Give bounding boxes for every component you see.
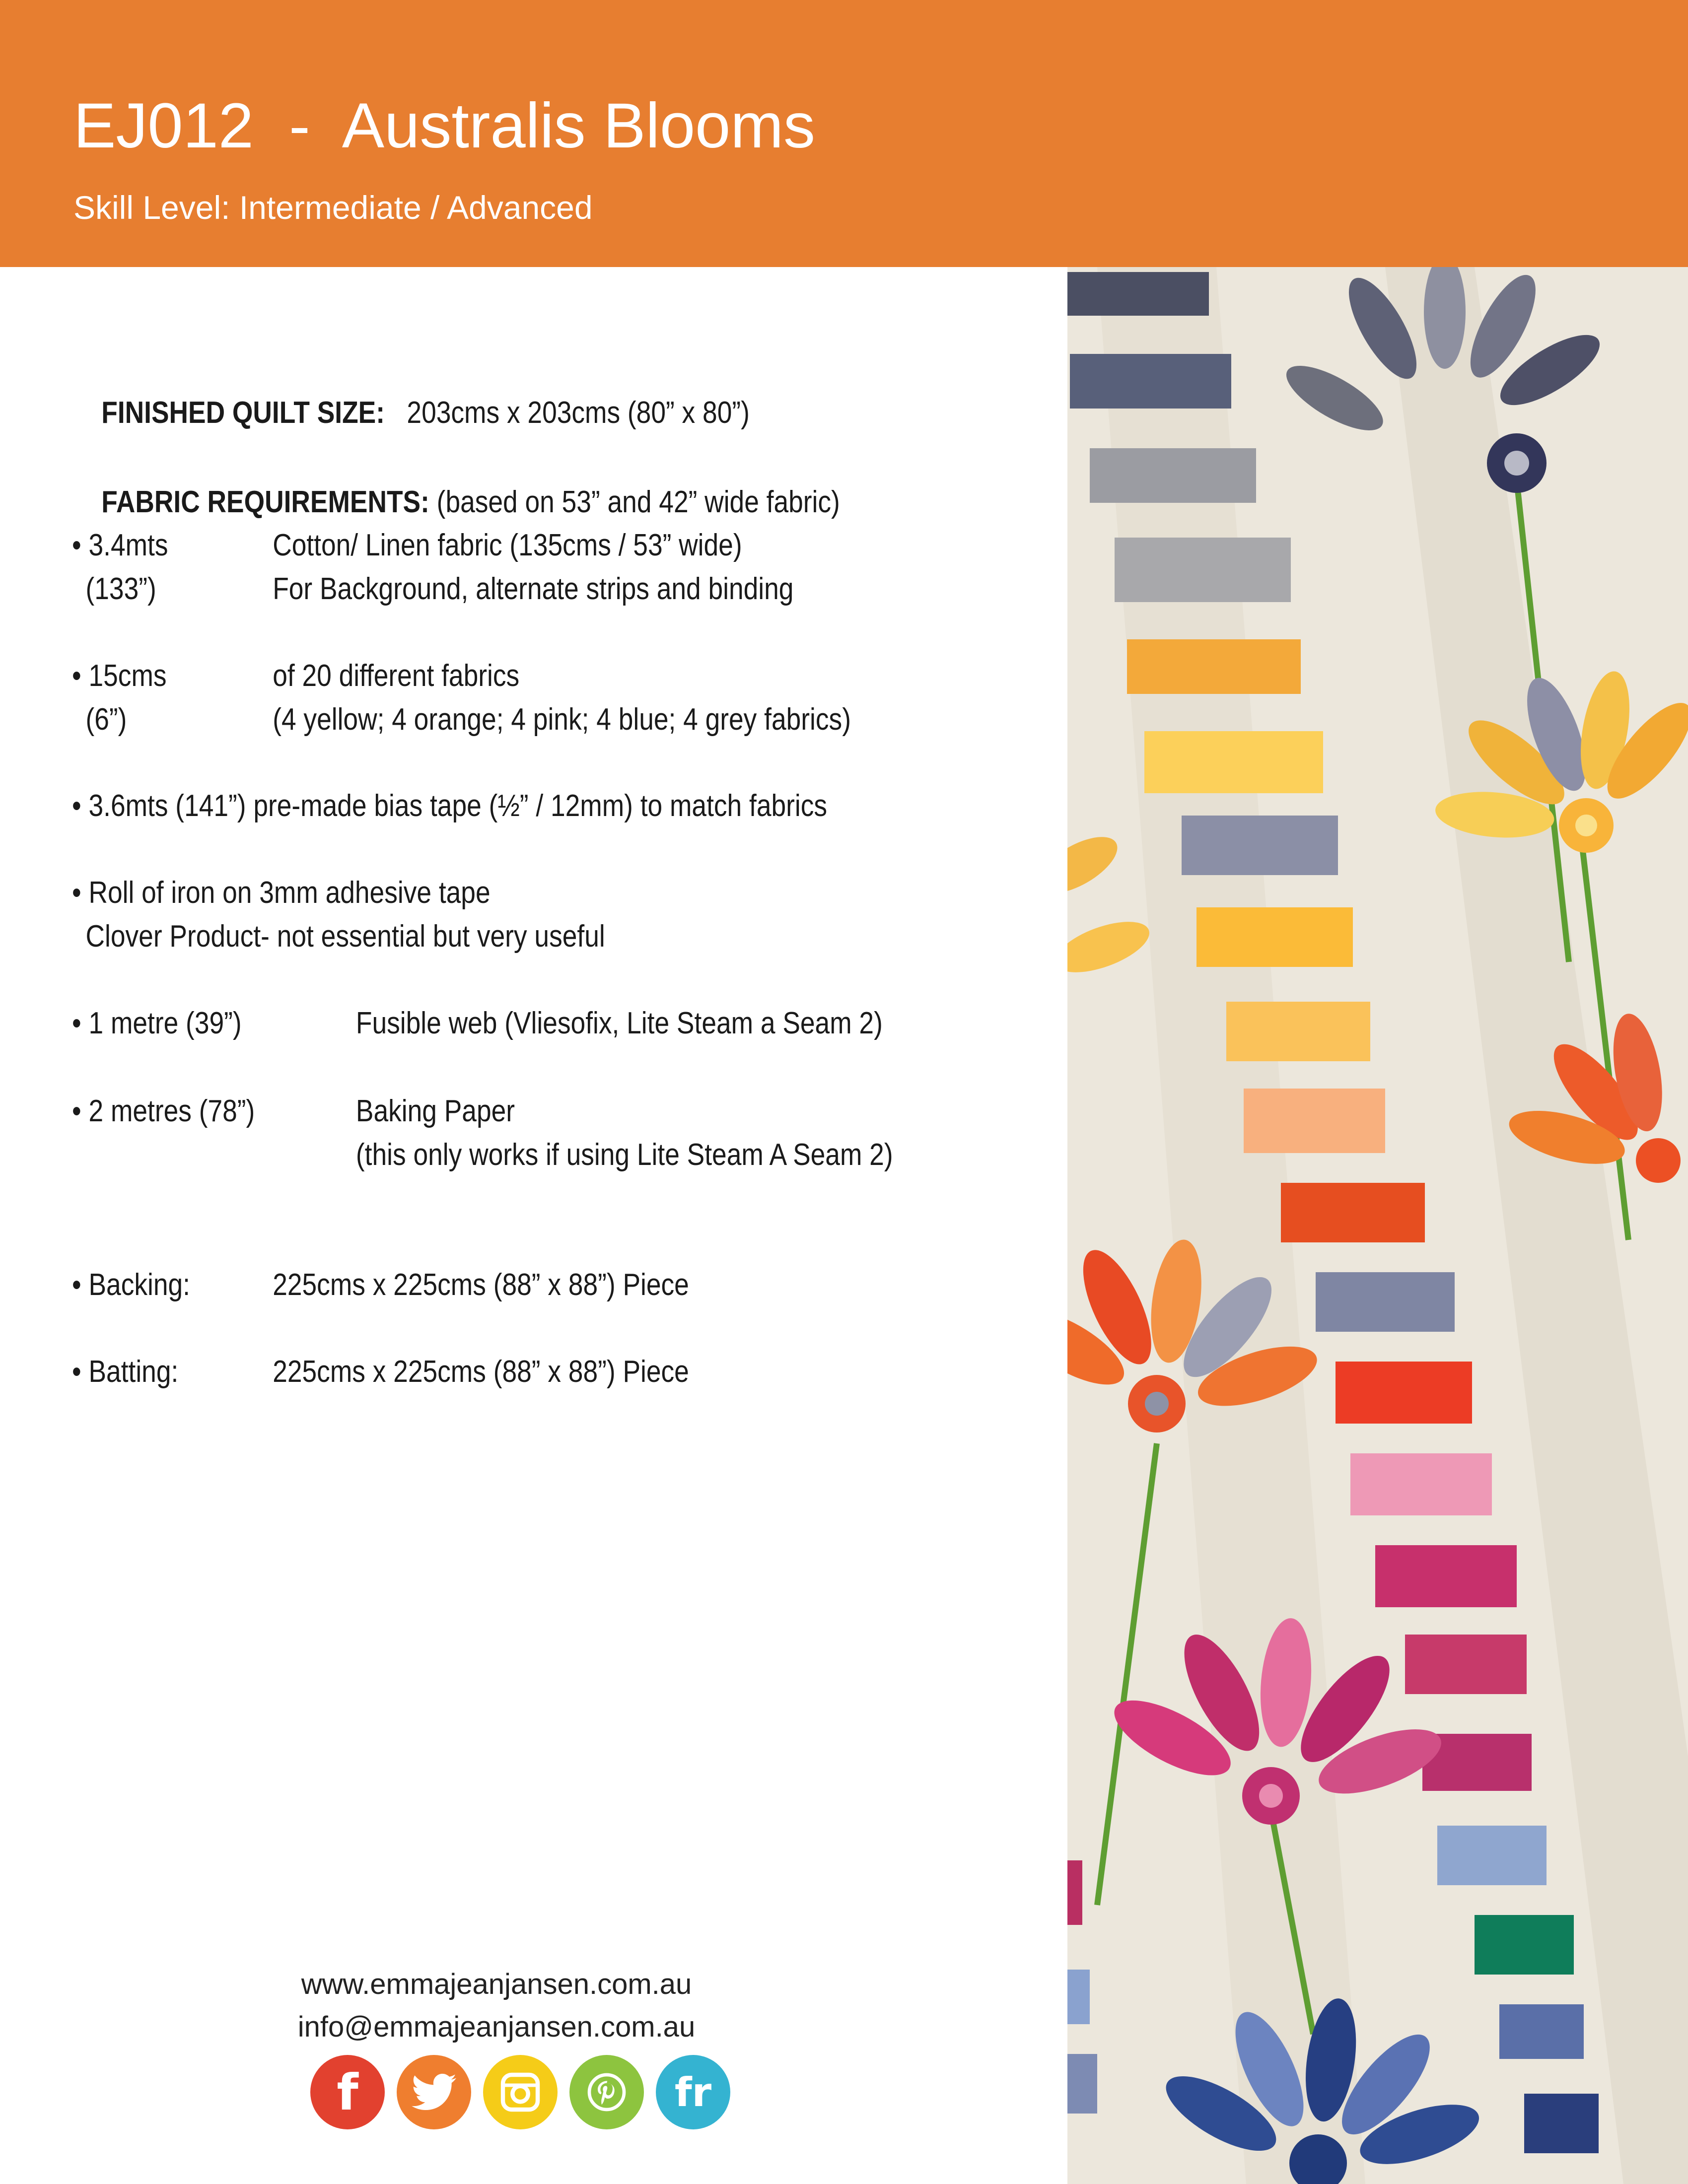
- flickr-icon[interactable]: fr: [656, 2055, 730, 2129]
- instagram-icon[interactable]: [483, 2055, 558, 2129]
- item-6-desc: Baking Paper: [355, 1094, 515, 1128]
- item-8-desc: 225cms x 225cms (88” x 88”) Piece: [273, 1355, 689, 1389]
- item-2-desc-2: (4 yellow; 4 orange; 4 pink; 4 blue; 4 grey fabrics): [273, 702, 851, 737]
- finished-size-value: 203cms x 203cms (80” x 80”): [407, 396, 750, 430]
- social-icons: [310, 2055, 737, 2134]
- skill-level: Skill Level: Intermediate / Advanced: [73, 189, 593, 226]
- item-1-desc-2: For Background, alternate strips and binding: [273, 572, 794, 606]
- item-1-desc: Cotton/ Linen fabric (135cms / 53” wide): [273, 528, 742, 562]
- pattern-title: EJ012 - Australis Blooms: [73, 90, 815, 161]
- fabric-requirements-note: (based on 53” and 42” wide fabric): [436, 485, 840, 519]
- fabric-requirements-label: FABRIC REQUIREMENTS:: [101, 485, 429, 519]
- item-6-desc-2: (this only works if using Lite Steam A Seam 2): [355, 1138, 893, 1172]
- item-4-note: Clover Product- not essential but very useful: [85, 919, 605, 954]
- email-link[interactable]: info@emmajeanjansen.com.au: [297, 2011, 696, 2043]
- pinterest-icon[interactable]: [569, 2055, 644, 2129]
- item-5-qty: • 1 metre (39”): [72, 1006, 242, 1040]
- item-7-desc: 225cms x 225cms (88” x 88”) Piece: [273, 1268, 689, 1302]
- item-2-qty: • 15cms: [72, 659, 167, 693]
- quilt-illustration: [1067, 267, 1688, 2184]
- finished-size-label: FINISHED QUILT SIZE:: [101, 396, 385, 430]
- website-link[interactable]: www.emmajeanjansen.com.au: [301, 1968, 692, 2000]
- item-1-qty-imperial: (133”): [85, 572, 156, 606]
- item-3: • 3.6mts (141”) pre-made bias tape (½” / 12mm) to match fabrics: [72, 789, 828, 823]
- item-2-desc: of 20 different fabrics: [273, 659, 520, 693]
- item-6-qty: • 2 metres (78”): [72, 1094, 255, 1128]
- twitter-icon[interactable]: [397, 2055, 471, 2129]
- item-4: • Roll of iron on 3mm adhesive tape: [72, 876, 491, 910]
- item-2-qty-imperial: (6”): [85, 702, 127, 737]
- quilt-photo: [1067, 267, 1688, 2184]
- facebook-icon[interactable]: f: [310, 2055, 385, 2129]
- item-8-qty: • Batting:: [72, 1355, 179, 1389]
- contact-block: [248, 1963, 745, 2048]
- item-5-desc: Fusible web (Vliesofix, Lite Steam a Seam 2): [355, 1006, 883, 1040]
- item-1-qty: • 3.4mts: [72, 528, 168, 562]
- header-banner: [0, 0, 1688, 267]
- item-7-qty: • Backing:: [72, 1268, 190, 1302]
